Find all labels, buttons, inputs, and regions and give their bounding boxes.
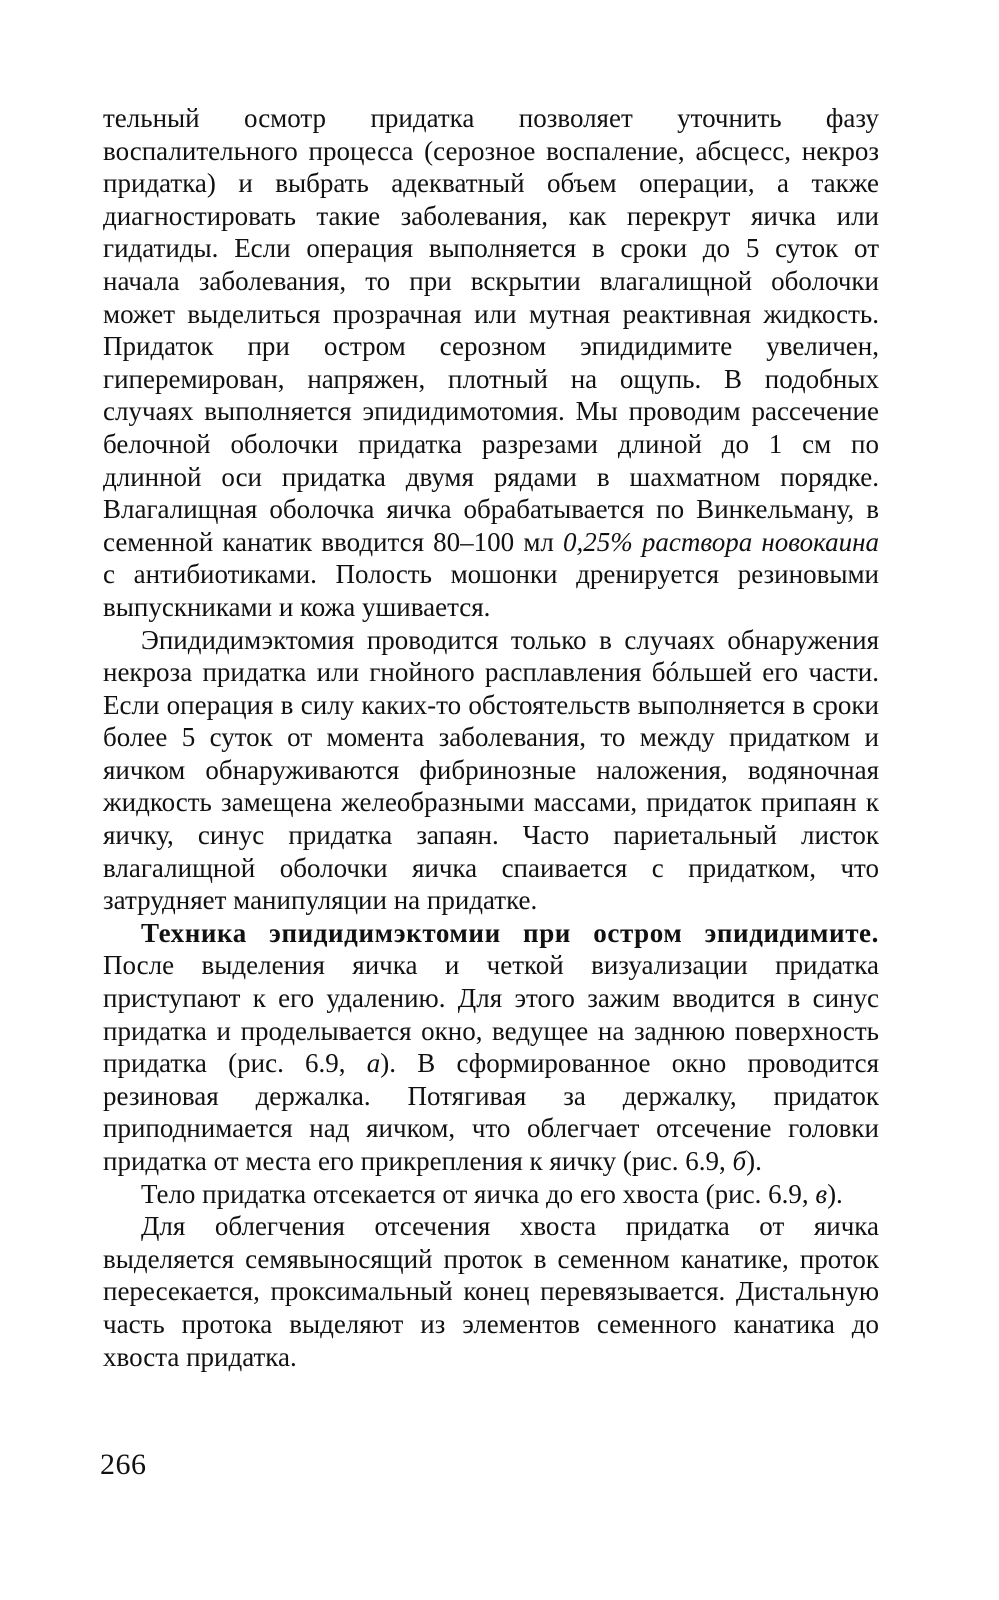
paragraph-text: Для облегчения отсечения хвоста придатка от яичка выделяется семявыносящий проток в семенном канатике, проток пересекается, проксимальный конец перевязывается. Дистальную часть протока выделяют из элементов семенного канатика до хвоста придатка. <box>103 1211 879 1372</box>
paragraph-text: ). <box>746 1146 762 1176</box>
paragraph-tail-cut <box>103 1210 879 1373</box>
paragraph-text: После выделения яичка и четкой визуализации придатка приступают к его удалению. Для этого зажим вводится в синус придатка и проделывается окно, ведущее на заднюю поверхность придатка (рис. 6.9, <box>103 950 879 1079</box>
paragraph-technique <box>103 917 879 1178</box>
paragraph-text: Тело придатка отсекается от яичка до его хвоста (рис. 6.9, <box>141 1178 816 1209</box>
paragraph-text: тельный осмотр придатка позволяет уточнить фазу воспалительного процесса (серозное воспаление, абсцесс, некроз придатка) и выбрать адекватный объем операции, а также диагностировать такие заболевания, как перекрут яичка или гидатиды. Если операция выполняется в сроки до 5 суток от начала заболевания, то при вскрытии влагалищной оболочки может выделиться прозрачная или мутная реактивная жидкость. Придаток при остром серозном эпидидимите увеличен, гиперемирован, напряжен, плотный на ощупь. В подобных случаях выполняется эпидидимотомия. Мы проводим рассечение белочной оболочки придатка разрезами длиной до 1 см по длинной оси придатка двумя рядами в шахматном порядке. Влагалищная оболочка яичка обрабатывается по Винкельману, в семенной канатик вводится 80–100 мл <box>103 103 879 557</box>
figure-ref-v: в <box>815 1178 828 1209</box>
page-number: 266 <box>100 1448 147 1481</box>
paragraph-epididymotomy <box>103 102 879 624</box>
page-text <box>103 102 879 1373</box>
paragraph-text: ). <box>827 1178 843 1209</box>
paragraph-epididymectomy <box>103 624 879 917</box>
figure-ref-b: б <box>732 1146 747 1176</box>
paragraph-text: с антибиотиками. Полость мошонки дренируется резиновыми выпускниками и кожа ушивается. <box>103 559 879 622</box>
section-heading: Техника эпидидимэктомии при остром эпидидимите. <box>141 917 879 948</box>
paragraph-text: Эпидидимэктомия проводится только в случаях обнаружения некроза придатка или гнойного расплавления бóльшей его части. Если операция в силу каких-то обстоятельств выполняется в сроки более 5 суток от момента заболевания, то между придатком и яичком обнаруживаются фибринозные наложения, водяночная жидкость замещена желеобразными массами, придаток припаян к яичку, синус придатка запаян. Часто париетальный листок влагалищной оболочки яичка спаивается с придатком, что затрудняет манипуляции на придатке. <box>103 624 879 916</box>
italic-drug-name: 0,25% раствора новокаина <box>563 526 879 557</box>
paragraph-text: ). В сформированное окно проводится резиновая держалка. Потягивая за держалку, придаток приподнимается над яичком, что облегчает отсечение головки придатка от места его прикрепления к яичку (рис. 6.9, <box>103 1048 879 1176</box>
figure-ref-a: а <box>366 1048 381 1079</box>
paragraph-body-cut <box>103 1178 879 1211</box>
